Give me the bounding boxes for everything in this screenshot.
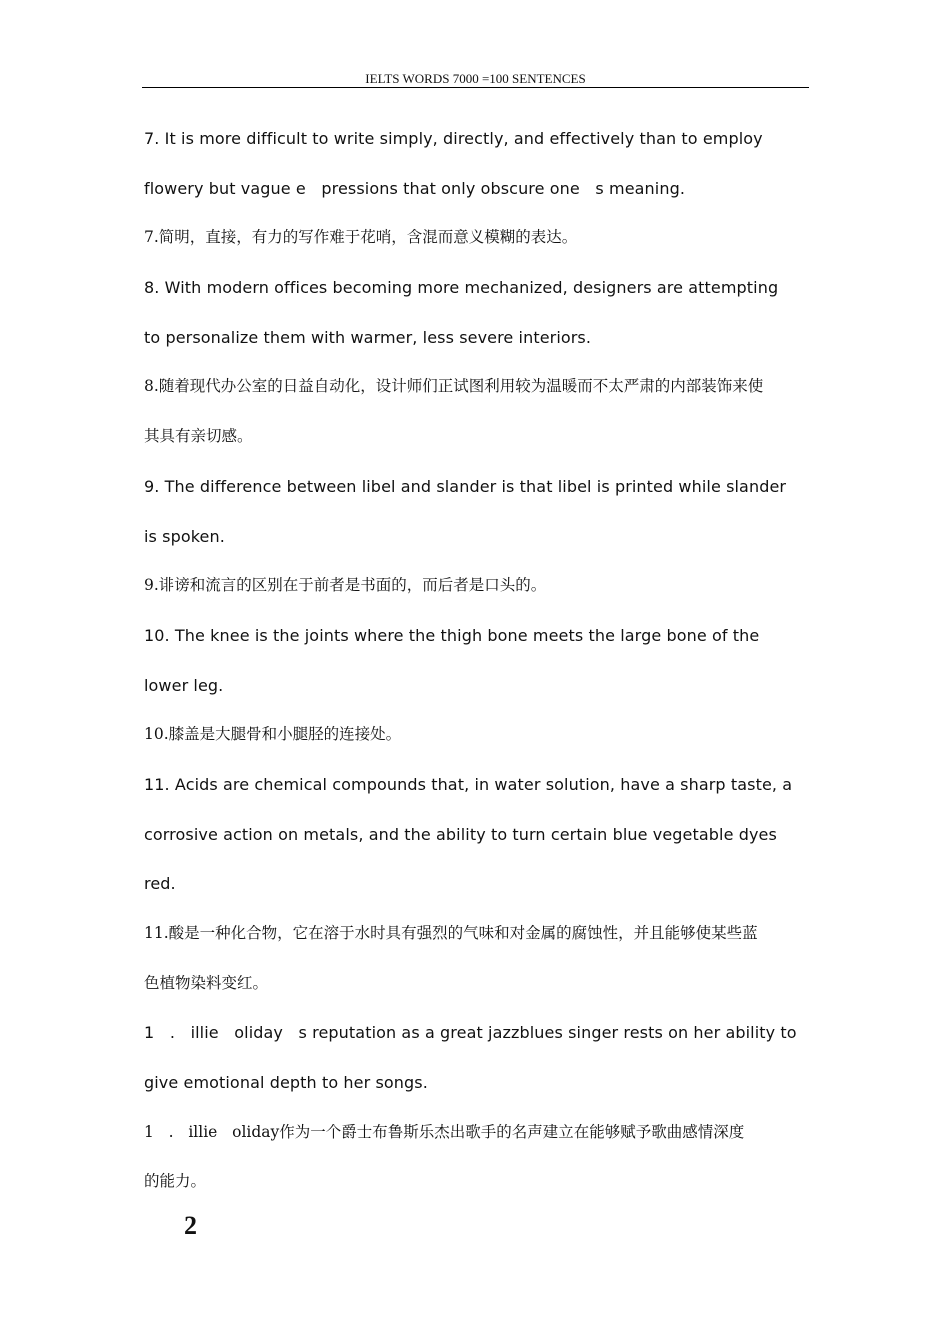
page-header xyxy=(142,70,809,88)
text-line-zh: 其具有亲切感。 xyxy=(144,427,253,446)
text-line-en: flowery but vague e pressions that only obscure one s meaning. xyxy=(144,178,686,198)
text-line-en: 10. The knee is the joints where the thigh bone meets the large bone of the xyxy=(144,625,760,645)
text-line-en: 9. The difference between libel and slander is that libel is printed while slander xyxy=(144,476,787,496)
text-line-en: corrosive action on metals, and the ability to turn certain blue vegetable dyes xyxy=(144,824,777,844)
text-line-en: give emotional depth to her songs. xyxy=(144,1073,428,1093)
page-number: 2 xyxy=(184,1211,197,1240)
text-line-en: lower leg. xyxy=(144,675,224,695)
text-line-en: 11. Acids are chemical compounds that, in water solution, have a sharp taste, a xyxy=(144,774,793,794)
text-line-en: 8. With modern offices becoming more mechanized, designers are attempting xyxy=(144,278,779,298)
text-line-zh: 7.简明，直接，有力的写作难于花哨，含混而意义模糊的表达。 xyxy=(144,228,578,247)
text-line-zh: 色植物染料变红。 xyxy=(144,973,269,992)
text-line-zh: 8.随着现代办公室的日益自动化，设计师们正试图利用较为温暖而不太严肃的内部装饰来使 xyxy=(144,377,764,396)
document-body xyxy=(144,114,812,1207)
text-line-zh: 10.膝盖是大腿骨和小腿胫的连接处。 xyxy=(144,725,402,744)
text-line-en: 1 . illie oliday s reputation as a great jazzblues singer rests on her ability to xyxy=(144,1023,797,1043)
header-title: IELTS WORDS 7000 =100 SENTENCES xyxy=(365,71,586,86)
text-line-en: is spoken. xyxy=(144,526,225,546)
text-line-zh: 的能力。 xyxy=(144,1172,207,1191)
text-line-en: 7. It is more difficult to write simply, directly, and effectively than to employ xyxy=(144,129,763,148)
text-line-en: red. xyxy=(144,874,176,894)
text-line-zh: 1 . illie oliday作为一个爵士布鲁斯乐杰出歌手的名声建立在能够赋予歌曲感情深度 xyxy=(144,1122,745,1141)
text-line-zh: 9.诽谤和流言的区别在于前者是书面的，而后者是口头的。 xyxy=(144,576,547,595)
text-line-en: to personalize them with warmer, less severe interiors. xyxy=(144,327,592,347)
text-line-zh: 11.酸是一种化合物，它在溶于水时具有强烈的气味和对金属的腐蚀性，并且能够使某些蓝 xyxy=(144,924,758,942)
